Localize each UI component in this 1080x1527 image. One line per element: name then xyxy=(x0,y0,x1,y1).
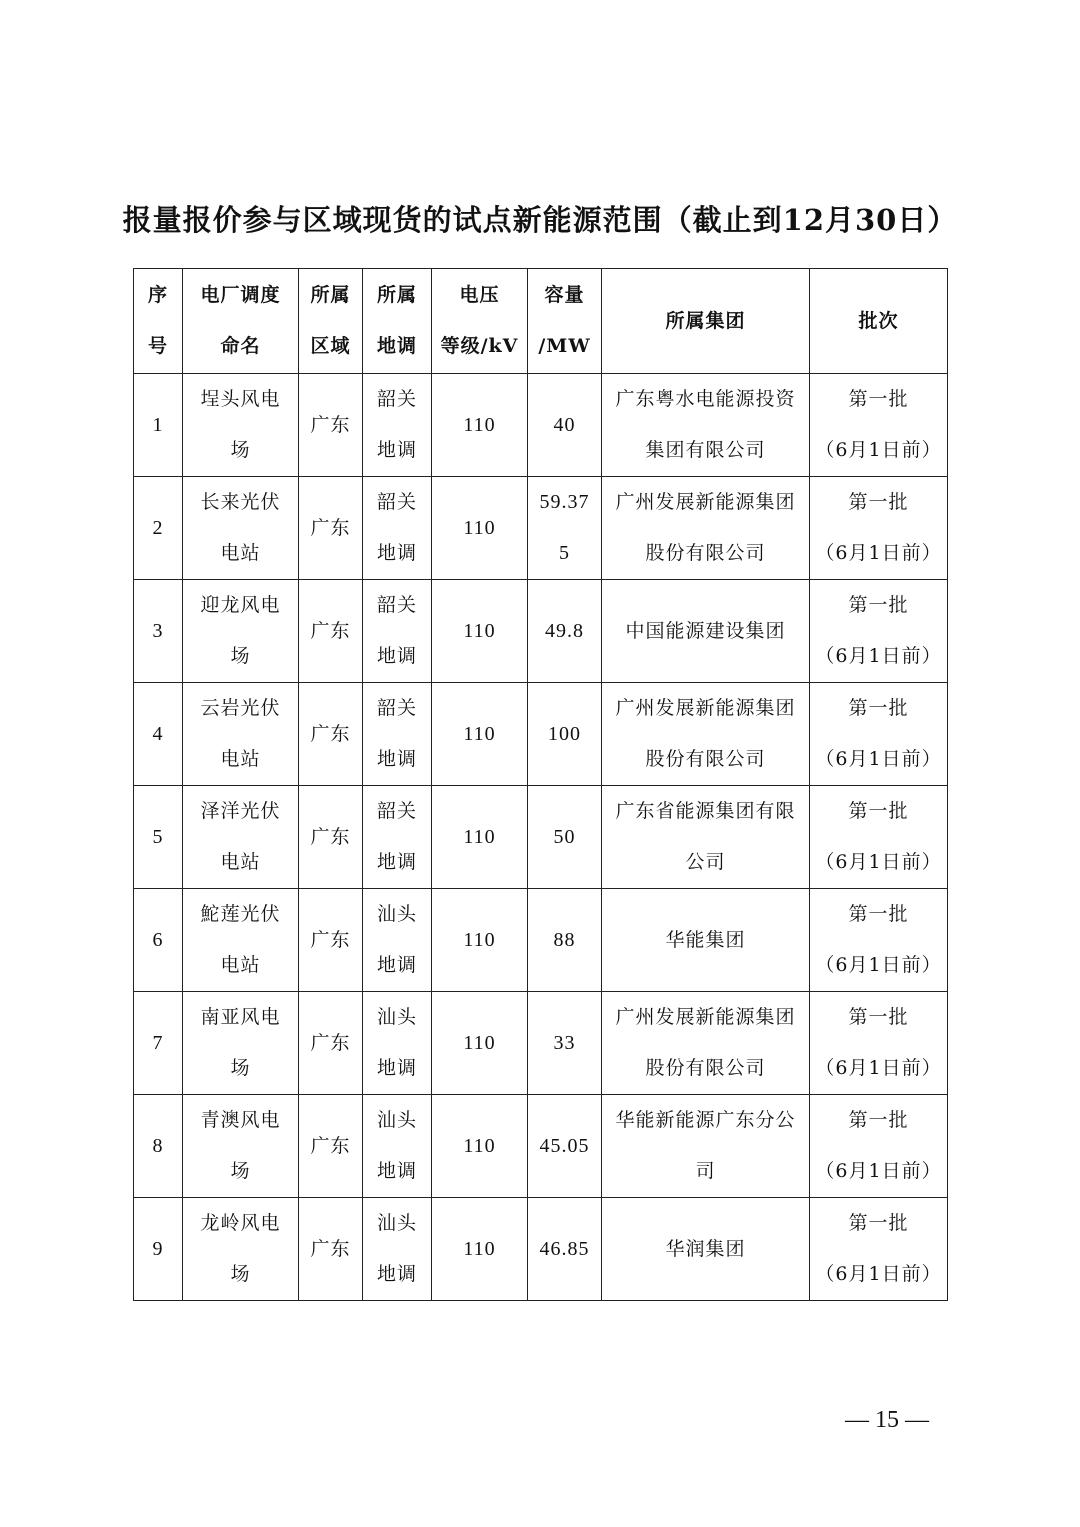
cell-plant-name: 云岩光伏 电站 xyxy=(183,683,299,786)
cell-region: 广东 xyxy=(299,889,363,992)
table-header-row xyxy=(134,269,948,374)
cell-capacity: 88 xyxy=(528,889,602,992)
cell-batch: 第一批 （6月1日前） xyxy=(810,580,948,683)
cell-batch: 第一批 （6月1日前） xyxy=(810,889,948,992)
table-row xyxy=(134,992,948,1095)
cell-region: 广东 xyxy=(299,580,363,683)
cell-group: 华润集团 xyxy=(602,1198,810,1301)
new-energy-table xyxy=(133,268,948,1301)
cell-dispatch: 韶关 地调 xyxy=(363,580,432,683)
cell-voltage: 110 xyxy=(432,374,528,477)
cell-dispatch: 汕头 地调 xyxy=(363,992,432,1095)
table-row xyxy=(134,786,948,889)
cell-group: 华能新能源广东分公 司 xyxy=(602,1095,810,1198)
cell-region: 广东 xyxy=(299,1198,363,1301)
cell-group: 华能集团 xyxy=(602,889,810,992)
cell-group: 广东粤水电能源投资 集团有限公司 xyxy=(602,374,810,477)
header-plant-name: 电厂调度 命名 xyxy=(183,269,299,374)
cell-plant-name: 埕头风电 场 xyxy=(183,374,299,477)
header-region: 所属 区域 xyxy=(299,269,363,374)
cell-plant-name: 鮀莲光伏 电站 xyxy=(183,889,299,992)
table-row xyxy=(134,683,948,786)
cell-dispatch: 韶关 地调 xyxy=(363,786,432,889)
cell-region: 广东 xyxy=(299,992,363,1095)
header-serial: 序 号 xyxy=(134,269,183,374)
table-body xyxy=(134,374,948,1301)
cell-serial: 8 xyxy=(134,1095,183,1198)
cell-serial: 3 xyxy=(134,580,183,683)
cell-capacity: 59.37 5 xyxy=(528,477,602,580)
cell-region: 广东 xyxy=(299,374,363,477)
cell-group: 广州发展新能源集团 股份有限公司 xyxy=(602,683,810,786)
cell-batch: 第一批 （6月1日前） xyxy=(810,683,948,786)
cell-capacity: 100 xyxy=(528,683,602,786)
cell-batch: 第一批 （6月1日前） xyxy=(810,1198,948,1301)
header-group: 所属集团 xyxy=(602,269,810,374)
cell-dispatch: 汕头 地调 xyxy=(363,1095,432,1198)
cell-region: 广东 xyxy=(299,786,363,889)
cell-batch: 第一批 （6月1日前） xyxy=(810,374,948,477)
document-title: 报量报价参与区域现货的试点新能源范围（截止到12月30日） xyxy=(122,203,958,237)
table-row xyxy=(134,477,948,580)
cell-plant-name: 迎龙风电 场 xyxy=(183,580,299,683)
cell-voltage: 110 xyxy=(432,1095,528,1198)
table-row xyxy=(134,1198,948,1301)
cell-region: 广东 xyxy=(299,1095,363,1198)
table-row xyxy=(134,374,948,477)
cell-serial: 5 xyxy=(134,786,183,889)
cell-serial: 9 xyxy=(134,1198,183,1301)
table-row xyxy=(134,580,948,683)
cell-group: 广州发展新能源集团 股份有限公司 xyxy=(602,477,810,580)
cell-voltage: 110 xyxy=(432,477,528,580)
cell-group: 广州发展新能源集团 股份有限公司 xyxy=(602,992,810,1095)
cell-plant-name: 泽洋光伏 电站 xyxy=(183,786,299,889)
cell-capacity: 50 xyxy=(528,786,602,889)
cell-batch: 第一批 （6月1日前） xyxy=(810,786,948,889)
cell-serial: 2 xyxy=(134,477,183,580)
cell-region: 广东 xyxy=(299,683,363,786)
cell-serial: 1 xyxy=(134,374,183,477)
cell-region: 广东 xyxy=(299,477,363,580)
cell-serial: 7 xyxy=(134,992,183,1095)
cell-batch: 第一批 （6月1日前） xyxy=(810,1095,948,1198)
table-row xyxy=(134,889,948,992)
cell-capacity: 46.85 xyxy=(528,1198,602,1301)
page-number: — 15 — xyxy=(845,1407,929,1433)
cell-plant-name: 长来光伏 电站 xyxy=(183,477,299,580)
cell-voltage: 110 xyxy=(432,580,528,683)
cell-voltage: 110 xyxy=(432,786,528,889)
cell-capacity: 33 xyxy=(528,992,602,1095)
header-dispatch: 所属 地调 xyxy=(363,269,432,374)
cell-plant-name: 南亚风电 场 xyxy=(183,992,299,1095)
cell-dispatch: 韶关 地调 xyxy=(363,374,432,477)
cell-serial: 6 xyxy=(134,889,183,992)
cell-capacity: 40 xyxy=(528,374,602,477)
header-capacity: 容量 /MW xyxy=(528,269,602,374)
header-batch: 批次 xyxy=(810,269,948,374)
cell-capacity: 45.05 xyxy=(528,1095,602,1198)
cell-plant-name: 龙岭风电 场 xyxy=(183,1198,299,1301)
cell-group: 广东省能源集团有限 公司 xyxy=(602,786,810,889)
table-row xyxy=(134,1095,948,1198)
cell-batch: 第一批 （6月1日前） xyxy=(810,477,948,580)
cell-batch: 第一批 （6月1日前） xyxy=(810,992,948,1095)
cell-serial: 4 xyxy=(134,683,183,786)
cell-capacity: 49.8 xyxy=(528,580,602,683)
cell-voltage: 110 xyxy=(432,992,528,1095)
cell-voltage: 110 xyxy=(432,889,528,992)
cell-dispatch: 韶关 地调 xyxy=(363,477,432,580)
cell-dispatch: 韶关 地调 xyxy=(363,683,432,786)
cell-plant-name: 青澳风电 场 xyxy=(183,1095,299,1198)
cell-dispatch: 汕头 地调 xyxy=(363,889,432,992)
cell-voltage: 110 xyxy=(432,1198,528,1301)
cell-group: 中国能源建设集团 xyxy=(602,580,810,683)
header-voltage: 电压 等级/kV xyxy=(432,269,528,374)
cell-voltage: 110 xyxy=(432,683,528,786)
cell-dispatch: 汕头 地调 xyxy=(363,1198,432,1301)
